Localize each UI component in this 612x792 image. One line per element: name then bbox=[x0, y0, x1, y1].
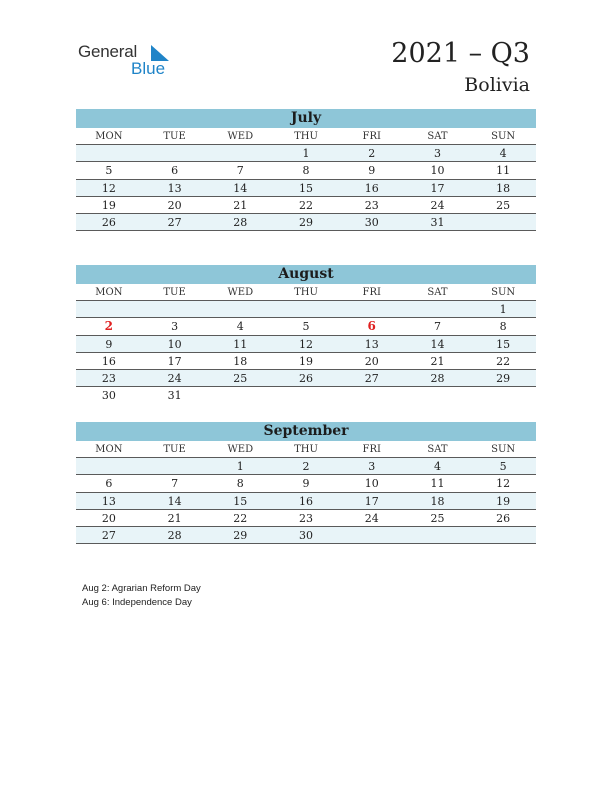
day-cell: 21 bbox=[233, 198, 248, 212]
day-cell bbox=[470, 527, 536, 543]
weekday-label: TUE bbox=[163, 131, 186, 142]
day-cell: 4 bbox=[499, 147, 507, 161]
day-cell: 24 bbox=[167, 371, 182, 385]
week-row bbox=[76, 475, 536, 492]
day-cell: 31 bbox=[167, 389, 182, 403]
day-cell: 12 bbox=[496, 477, 511, 491]
weekday-label: MON bbox=[95, 444, 123, 455]
day-cell bbox=[339, 527, 405, 543]
week-row bbox=[76, 510, 536, 527]
week-row bbox=[76, 493, 536, 510]
holiday-notes bbox=[82, 582, 201, 610]
day-cell: 12 bbox=[101, 181, 116, 195]
day-cell: 11 bbox=[430, 477, 445, 491]
day-cell bbox=[142, 458, 208, 474]
month-title: August bbox=[76, 265, 536, 284]
day-cell: 19 bbox=[101, 198, 116, 212]
day-cell: 13 bbox=[167, 181, 182, 195]
weekday-label: THU bbox=[294, 131, 318, 142]
day-cell: 6 bbox=[171, 164, 179, 178]
day-cell: 5 bbox=[499, 460, 507, 474]
day-cell: 14 bbox=[430, 337, 445, 351]
weekday-label: FRI bbox=[362, 287, 381, 298]
day-cell: 31 bbox=[430, 215, 445, 229]
logo-text-general: General bbox=[78, 42, 138, 61]
holiday-day-cell: 2 bbox=[104, 319, 114, 334]
weekday-label: FRI bbox=[362, 444, 381, 455]
month-calendar-july bbox=[76, 109, 536, 231]
day-cell: 3 bbox=[171, 320, 179, 334]
day-cell: 2 bbox=[302, 460, 310, 474]
day-cell: 8 bbox=[236, 477, 244, 491]
day-cell: 30 bbox=[101, 389, 116, 403]
week-row bbox=[76, 527, 536, 544]
day-cell: 22 bbox=[496, 354, 511, 368]
day-cell: 29 bbox=[299, 215, 314, 229]
day-cell: 4 bbox=[433, 460, 441, 474]
day-cell: 13 bbox=[364, 337, 379, 351]
week-row bbox=[76, 353, 536, 370]
day-cell: 10 bbox=[364, 477, 379, 491]
weekday-label: WED bbox=[227, 131, 254, 142]
week-row bbox=[76, 458, 536, 475]
day-cell: 27 bbox=[364, 371, 379, 385]
day-cell: 19 bbox=[299, 354, 314, 368]
day-cell: 9 bbox=[302, 477, 310, 491]
day-cell: 12 bbox=[299, 337, 314, 351]
day-cell bbox=[470, 214, 536, 230]
day-cell bbox=[339, 387, 405, 404]
day-cell: 1 bbox=[302, 147, 310, 161]
day-cell: 17 bbox=[430, 181, 445, 195]
day-cell: 6 bbox=[105, 477, 113, 491]
day-cell bbox=[405, 387, 471, 404]
day-cell: 20 bbox=[101, 511, 116, 525]
week-row bbox=[76, 370, 536, 387]
weekday-label: MON bbox=[95, 287, 123, 298]
weekday-label: SAT bbox=[427, 444, 448, 455]
day-cell: 16 bbox=[101, 354, 116, 368]
day-cell: 25 bbox=[496, 198, 511, 212]
day-cell: 26 bbox=[299, 371, 314, 385]
week-row bbox=[76, 145, 536, 162]
week-row bbox=[76, 336, 536, 353]
week-row bbox=[76, 180, 536, 197]
weekday-label: THU bbox=[294, 444, 318, 455]
day-cell: 23 bbox=[364, 198, 379, 212]
day-cell bbox=[207, 387, 273, 404]
weekday-label: SUN bbox=[491, 131, 516, 142]
day-cell: 17 bbox=[167, 354, 182, 368]
day-cell bbox=[207, 301, 273, 317]
day-cell: 27 bbox=[167, 215, 182, 229]
day-cell: 22 bbox=[233, 511, 248, 525]
day-cell bbox=[470, 387, 536, 404]
day-cell: 30 bbox=[364, 215, 379, 229]
weekday-label: SUN bbox=[491, 444, 516, 455]
logo-text-blue: Blue bbox=[131, 59, 166, 78]
day-cell: 7 bbox=[171, 477, 179, 491]
day-cell bbox=[76, 301, 142, 317]
day-cell: 24 bbox=[430, 198, 445, 212]
day-cell: 27 bbox=[101, 528, 116, 542]
weekday-header-row bbox=[76, 128, 536, 145]
country-name: Bolivia bbox=[464, 74, 530, 96]
day-cell: 14 bbox=[167, 494, 182, 508]
weekday-label: THU bbox=[294, 287, 318, 298]
day-cell bbox=[405, 527, 471, 543]
day-cell: 9 bbox=[105, 337, 113, 351]
day-cell: 2 bbox=[368, 147, 376, 161]
day-cell: 26 bbox=[101, 215, 116, 229]
day-cell: 8 bbox=[499, 320, 507, 334]
month-calendar-september bbox=[76, 422, 536, 544]
weekday-label: SUN bbox=[491, 287, 516, 298]
day-cell bbox=[207, 145, 273, 161]
day-cell: 17 bbox=[364, 494, 379, 508]
day-cell: 28 bbox=[167, 528, 182, 542]
weekday-label: SAT bbox=[427, 131, 448, 142]
weekday-label: SAT bbox=[427, 287, 448, 298]
day-cell: 10 bbox=[430, 164, 445, 178]
day-cell bbox=[339, 301, 405, 317]
day-cell: 26 bbox=[496, 511, 511, 525]
week-row bbox=[76, 318, 536, 335]
day-cell: 21 bbox=[430, 354, 445, 368]
weekday-header-row bbox=[76, 284, 536, 301]
day-cell: 16 bbox=[364, 181, 379, 195]
day-cell: 1 bbox=[236, 460, 244, 474]
weekday-label: TUE bbox=[163, 444, 186, 455]
day-cell: 20 bbox=[364, 354, 379, 368]
day-cell: 23 bbox=[299, 511, 314, 525]
day-cell: 18 bbox=[496, 181, 511, 195]
day-cell: 4 bbox=[236, 320, 244, 334]
day-cell bbox=[273, 301, 339, 317]
day-cell: 24 bbox=[364, 511, 379, 525]
day-cell: 7 bbox=[433, 320, 441, 334]
day-cell: 19 bbox=[496, 494, 511, 508]
week-row bbox=[76, 197, 536, 214]
day-cell: 21 bbox=[167, 511, 182, 525]
day-cell bbox=[76, 458, 142, 474]
day-cell: 9 bbox=[368, 164, 376, 178]
weekday-label: MON bbox=[95, 131, 123, 142]
month-title: July bbox=[76, 109, 536, 128]
day-cell: 5 bbox=[105, 164, 113, 178]
week-row bbox=[76, 301, 536, 318]
day-cell: 15 bbox=[299, 181, 314, 195]
day-cell: 18 bbox=[233, 354, 248, 368]
day-cell: 30 bbox=[299, 528, 314, 542]
day-cell: 25 bbox=[430, 511, 445, 525]
weekday-label: TUE bbox=[163, 287, 186, 298]
day-cell: 29 bbox=[233, 528, 248, 542]
month-title: September bbox=[76, 422, 536, 441]
day-cell: 18 bbox=[430, 494, 445, 508]
day-cell: 20 bbox=[167, 198, 182, 212]
day-cell: 8 bbox=[302, 164, 310, 178]
week-row bbox=[76, 214, 536, 231]
day-cell: 13 bbox=[101, 494, 116, 508]
day-cell: 1 bbox=[499, 303, 507, 317]
day-cell bbox=[405, 301, 471, 317]
day-cell: 15 bbox=[496, 337, 511, 351]
generalblue-logo bbox=[78, 40, 178, 80]
week-row bbox=[76, 162, 536, 179]
day-cell bbox=[273, 387, 339, 404]
day-cell bbox=[76, 145, 142, 161]
day-cell: 11 bbox=[233, 337, 248, 351]
day-cell bbox=[142, 301, 208, 317]
weekday-label: FRI bbox=[362, 131, 381, 142]
day-cell: 5 bbox=[302, 320, 310, 334]
day-cell: 7 bbox=[236, 164, 244, 178]
day-cell: 3 bbox=[433, 147, 441, 161]
week-row bbox=[76, 387, 536, 404]
day-cell: 3 bbox=[368, 460, 376, 474]
day-cell: 11 bbox=[496, 164, 511, 178]
holiday-day-cell: 6 bbox=[367, 319, 376, 334]
weekday-label: WED bbox=[227, 287, 254, 298]
weekday-label: WED bbox=[227, 444, 254, 455]
day-cell: 28 bbox=[430, 371, 445, 385]
holiday-note: Aug 2: Agrarian Reform Day bbox=[82, 583, 201, 594]
page-title: 2021 – Q3 bbox=[391, 38, 530, 69]
day-cell: 14 bbox=[233, 181, 248, 195]
day-cell: 28 bbox=[233, 215, 248, 229]
day-cell: 22 bbox=[299, 198, 314, 212]
day-cell: 23 bbox=[101, 371, 116, 385]
weekday-header-row bbox=[76, 441, 536, 458]
month-calendar-august bbox=[76, 265, 536, 404]
day-cell: 15 bbox=[233, 494, 248, 508]
day-cell bbox=[142, 145, 208, 161]
day-cell: 25 bbox=[233, 371, 248, 385]
day-cell: 29 bbox=[496, 371, 511, 385]
day-cell: 16 bbox=[299, 494, 314, 508]
day-cell: 10 bbox=[167, 337, 182, 351]
holiday-note: Aug 6: Independence Day bbox=[82, 597, 192, 608]
